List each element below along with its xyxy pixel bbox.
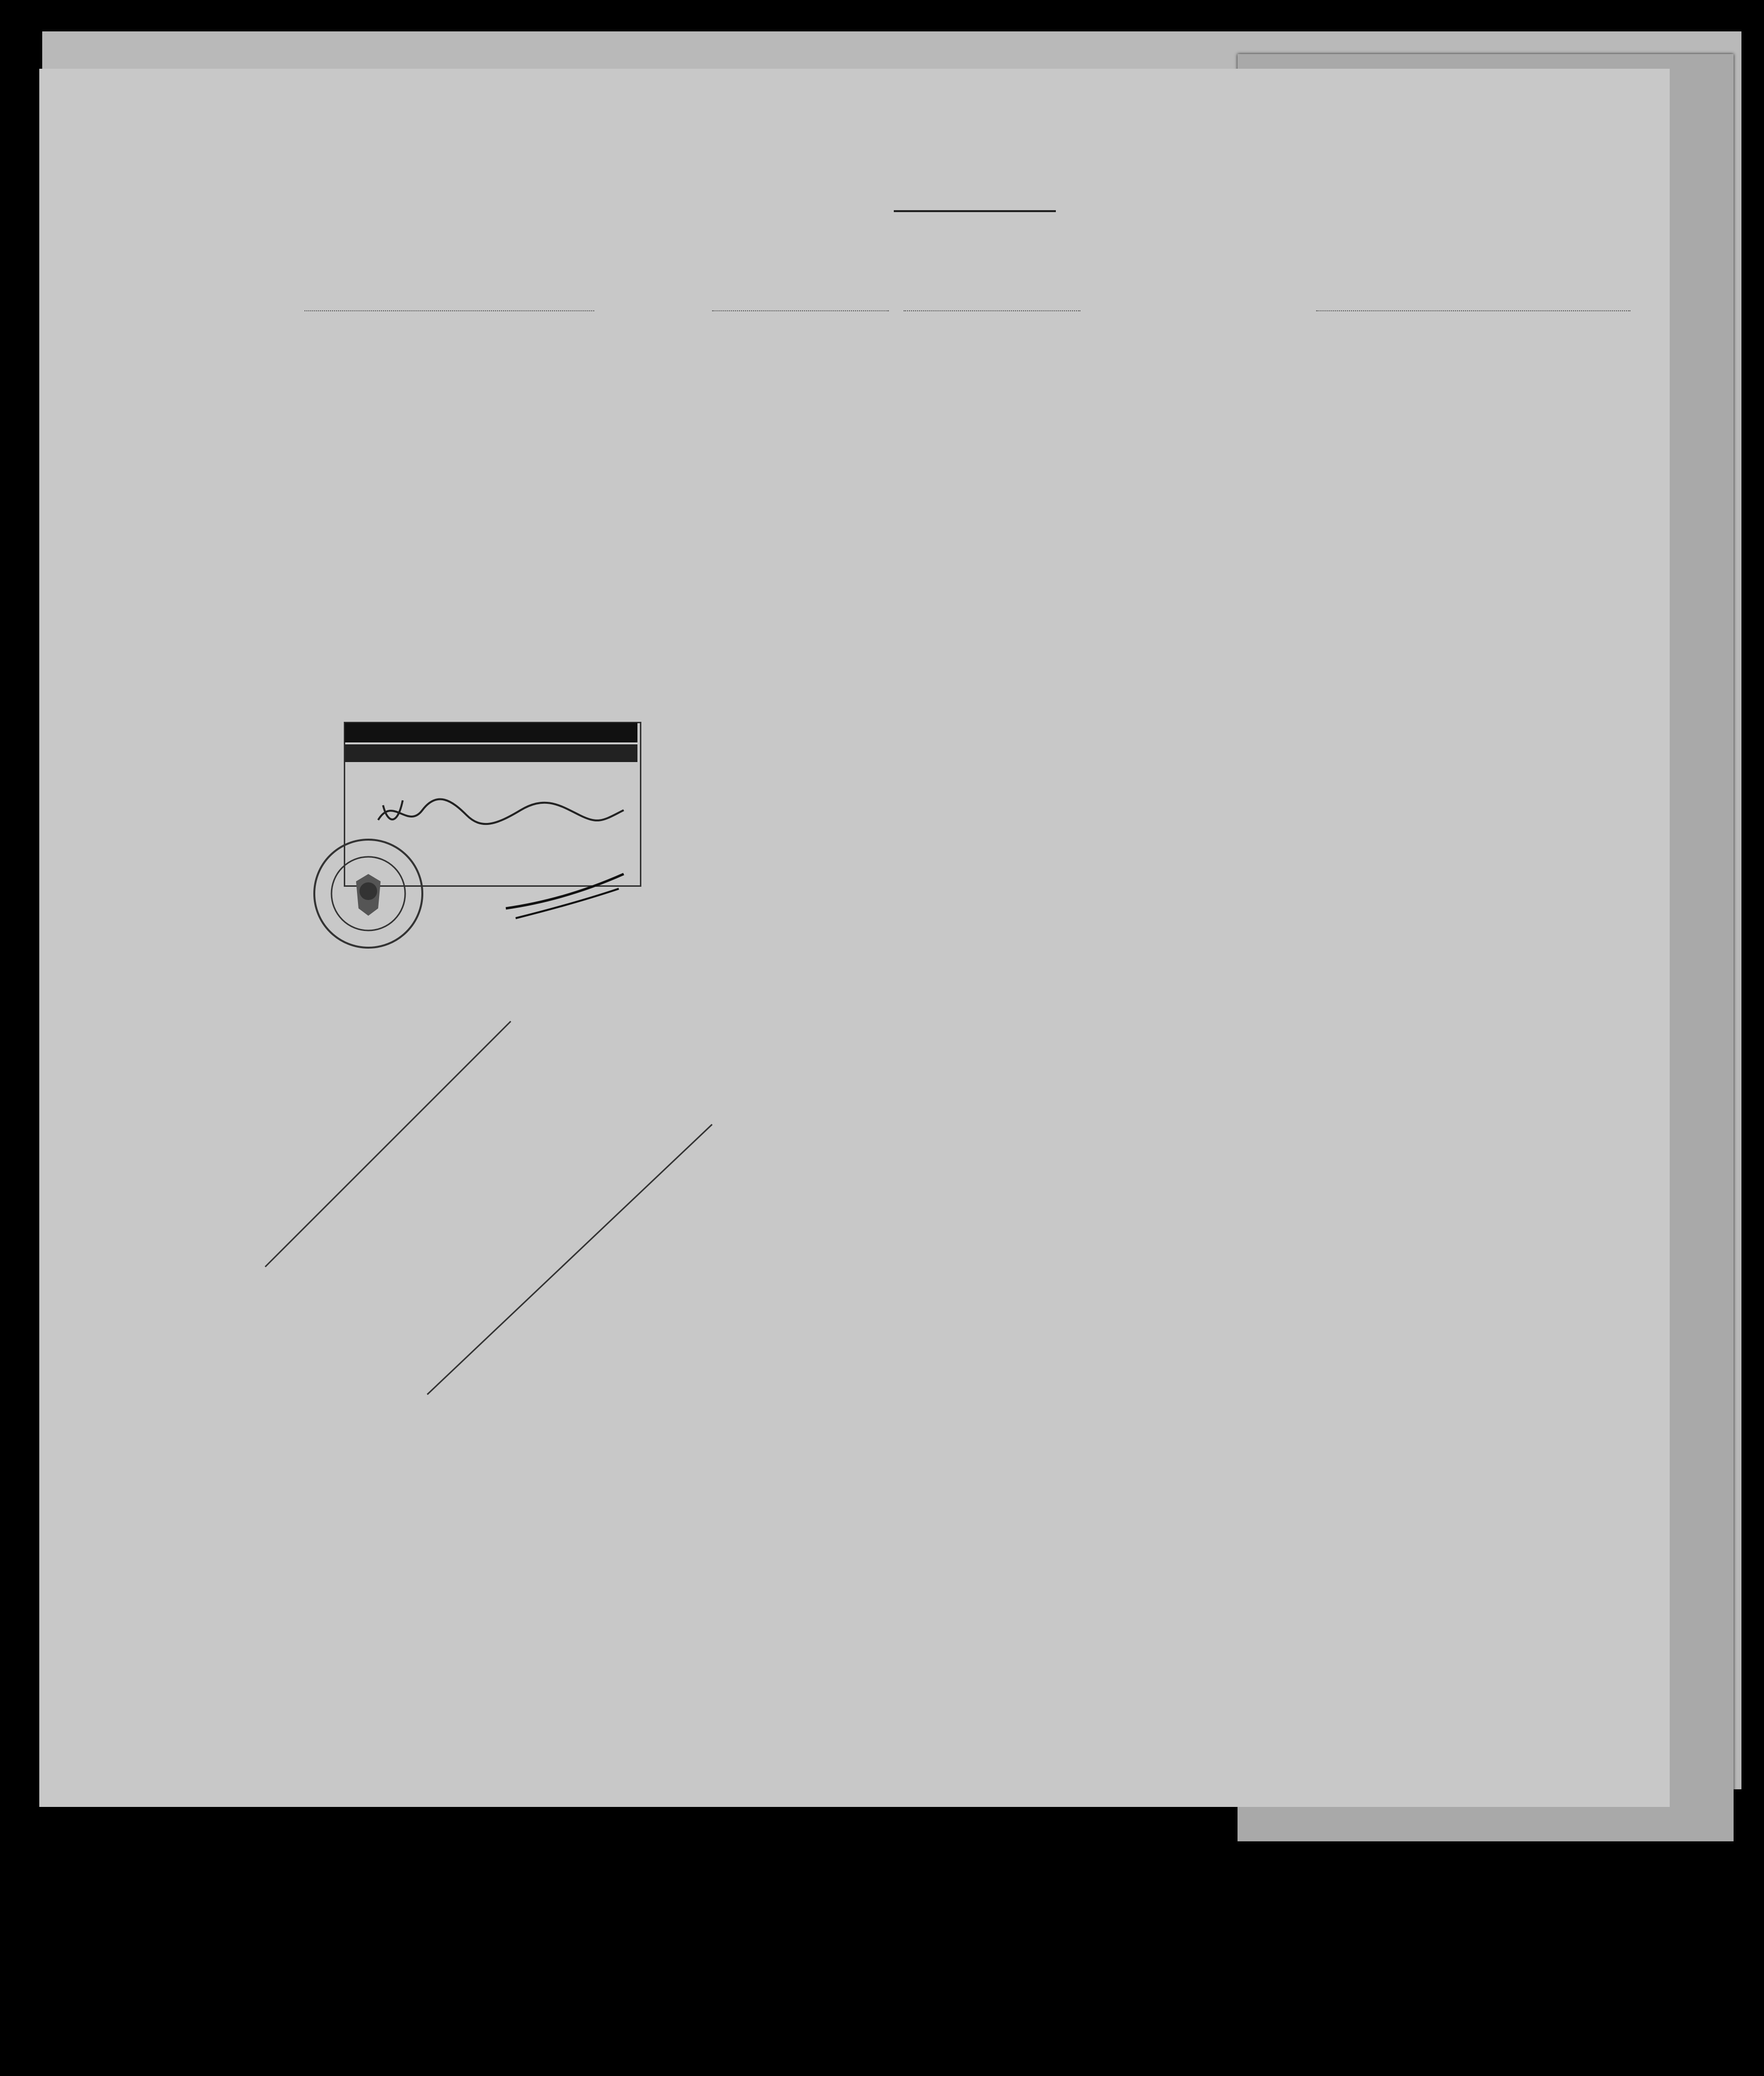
barge-office-note-lines xyxy=(246,1002,717,1444)
stamp-header-bar xyxy=(345,723,637,742)
signature-flourish xyxy=(501,869,629,923)
consulate-seal xyxy=(309,835,427,953)
consul-signature xyxy=(373,791,629,835)
manifest-sheet xyxy=(39,69,1670,1807)
manifest-grid xyxy=(39,69,1670,1807)
stamp-city-bar xyxy=(345,744,637,762)
